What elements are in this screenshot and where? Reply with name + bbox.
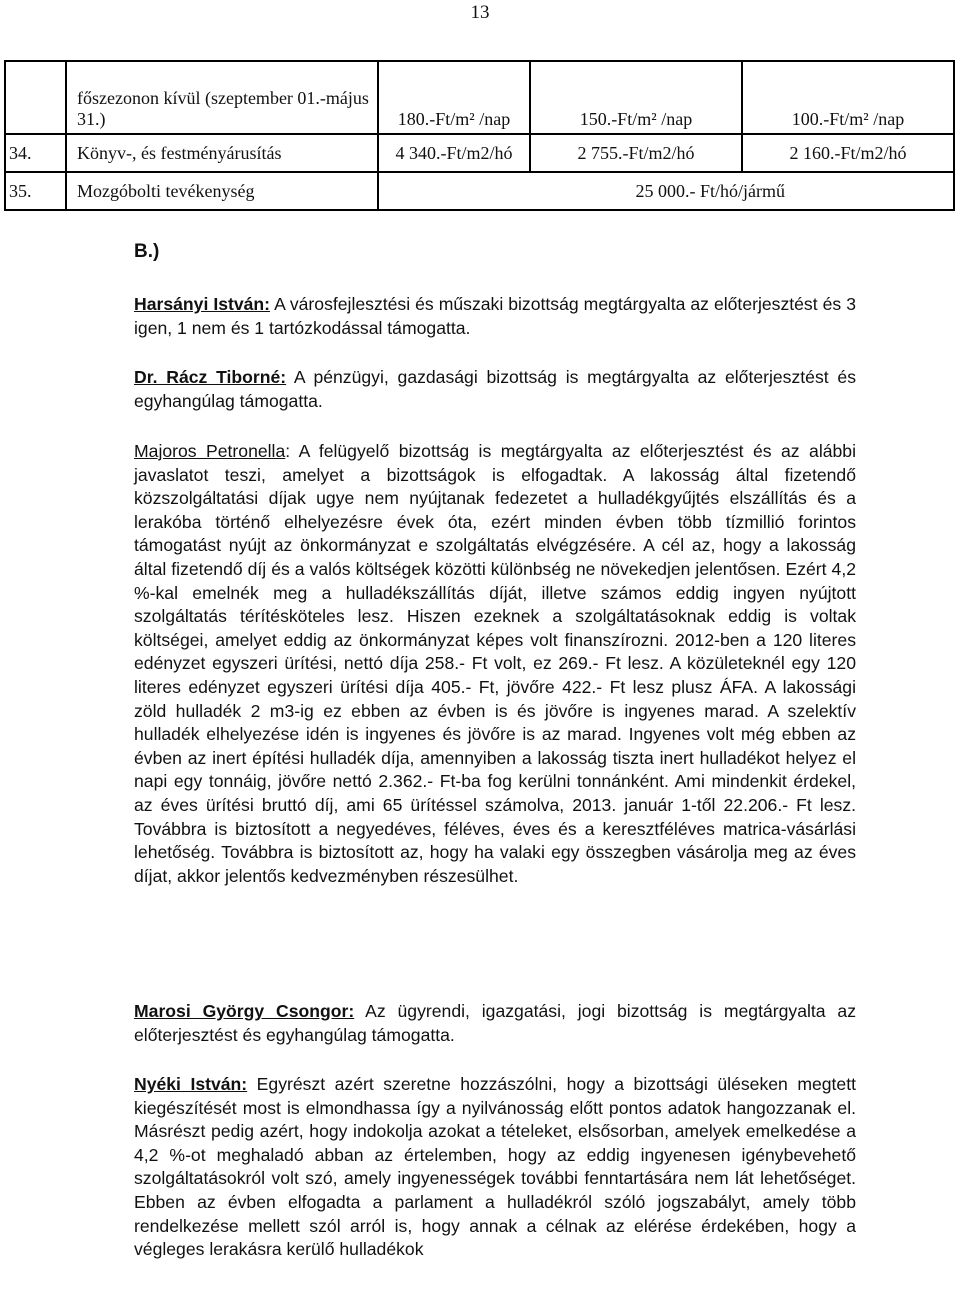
paragraph <box>134 1073 856 1262</box>
paragraph <box>134 440 856 888</box>
speaker-name: Marosi György Csongor: <box>134 1001 355 1021</box>
table-row <box>5 61 954 134</box>
paragraph-text: A városfejlesztési és műszaki bizottság megtárgyalta az előterjesztést és 3 igen, 1 nem és 1 tartózkodással támogatta. <box>134 294 856 338</box>
row-number: 34. <box>5 134 66 172</box>
row-description: Könyv-, és festményárusítás <box>66 134 378 172</box>
paragraph-text: Az ügyrendi, igazgatási, jogi bizottság is megtárgyalta az előterjesztést és egyhangúlag támogatta. <box>134 1001 857 1045</box>
price-cell: 25 000.- Ft/hó/jármű <box>378 172 954 210</box>
price-cell: 4 340.-Ft/m2/hó <box>378 134 530 172</box>
page-number: 13 <box>470 2 490 23</box>
paragraph-text: : A felügyelő bizottság is megtárgyalta az előterjesztést és az alábbi javaslatot teszi, amelyet a bizottságok is elfogadtak. A lakosság által fizetendő közszolgáltatási díjak ugye nem nyújtanak fedezetet a hulladékgyűjtés elszállítás és a lerakóba történő elhelyezésre évek óta, ezért minden évben több tízmillió forintos támogatást nyújt az önkormányzat e szolgáltatás elvégzésére. A cél az, hogy a lakosság által fizetendő díj és a valós költségek közötti különbség ne növekedjen jelentősen. Ezért 4,2 %-kal emelnék meg a hulladékszállítás díját, illetve számos eddig ingyen nyújtott szolgáltatás térítésköteles lesz. Hiszen ezeknek a szolgáltatásoknak eddig is voltak költségei, amelyet eddig az önkormányzat képes volt finanszírozni. 2012-ben a 120 literes edényzet egyszeri ürítési, nettó díja 258.- Ft volt, ez 269.- Ft lesz. A közületeknél egy 120 literes edényzet egyszeri ürítési díja 405.- Ft, jövőre 422.- Ft lesz plusz ÁFA. A lakossági zöld hulladék 2 m3-ig ez ebben az évben is és jövőre is ingyenes marad. A szelektív hulladék elhelyezése idén is ingyenes és jövőre is az marad. Ingyenes volt még ebben az évben az inert építési hulladék díja, amennyiben a lakosság tiszta inert hulladékot helyez el napi egy tonnáig, jövőre nettó 2.362.- Ft-ba fog kerülni tonnánként. Ami mindenkit érdekel, az éves ürítési bruttó díj, ami 65 ürítéssel számolva, 2013. január 1-től 22.206.- Ft lesz. Továbbra is biztosított a negyedéves, féléves, éves és a keresztféléves matrica-vásárlási lehetőség. Továbbra is biztosított az, hogy ha valaki egy összegben vásárolja meg az éves díjat, akkor jelentős kedvezményben részesülhet. <box>134 441 856 886</box>
row-number <box>5 61 66 134</box>
price-cell: 2 160.-Ft/m2/hó <box>742 134 954 172</box>
table-row <box>5 172 954 210</box>
paragraph-text: Egyrészt azért szeretne hozzászólni, hogy a bizottsági üléseken megtett kiegészítését most is elmondhassa így a nyilvánosság előtt pontos adatok hangozzanak el. Másrészt pedig azért, hogy indokolja azokat a tételeket, elsősorban, amelyek emelkedése a 4,2 %-ot meghaladó abban az értelemben, hogy az eddig ingyenesen igénybevehető szolgáltatásokról volt szó, amely ingyenességek további fenntartására nem lát lehetőséget. Ebben az évben elfogadta a parlament a hulladékról szóló jogszabályt, amely több rendelkezése mellett szól arról is, hogy annak a célnak az elérése érdekében, hogy a végleges lerakásra kerülő hulladékok <box>134 1074 856 1260</box>
price-cell: 150.-Ft/m² /nap <box>530 61 742 134</box>
row-number: 35. <box>5 172 66 210</box>
paragraph <box>134 293 856 340</box>
price-cell: 100.-Ft/m² /nap <box>742 61 954 134</box>
fee-table <box>4 60 955 211</box>
paragraph <box>134 366 856 413</box>
price-cell: 2 755.-Ft/m2/hó <box>530 134 742 172</box>
speaker-name: Majoros Petronella <box>134 441 286 461</box>
row-description: főszezonon kívül (szeptember 01.-május 31.) <box>66 61 378 134</box>
paragraph-text: A pénzügyi, gazdasági bizottság is megtárgyalta az előterjesztést és egyhangúlag támogatta. <box>134 367 856 411</box>
price-cell: 180.-Ft/m² /nap <box>378 61 530 134</box>
speaker-name: Dr. Rácz Tiborné: <box>134 367 287 387</box>
row-description: Mozgóbolti tevékenység <box>66 172 378 210</box>
paragraph <box>134 1000 856 1047</box>
speaker-name: Harsányi István: <box>134 294 271 314</box>
speaker-name: Nyéki István: <box>134 1074 248 1094</box>
section-heading: B.) <box>134 241 160 262</box>
table-row <box>5 134 954 172</box>
